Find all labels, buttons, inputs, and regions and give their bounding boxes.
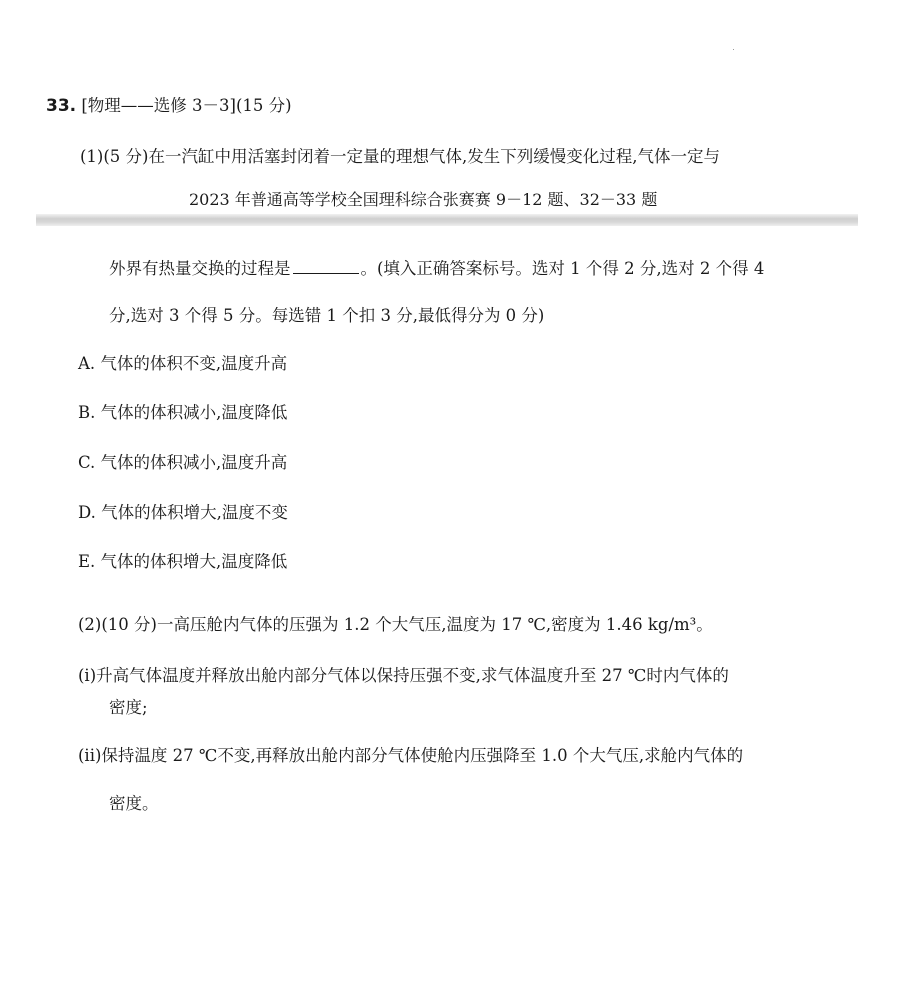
option-d: D. 气体的体积增大,温度不变	[78, 503, 288, 522]
part2-sub-i-line1: (i)升高气体温度并释放出舱内部分气体以保持压强不变,求气体温度升至 27 ℃时内气体的	[78, 666, 729, 685]
part1-intro: (1)(5 分)在一汽缸中用活塞封闭着一定量的理想气体,发生下列缓慢变化过程,气体一定与	[80, 147, 720, 166]
option-a: A. 气体的体积不变,温度升高	[78, 354, 288, 373]
part2-sub-ii-line2: 密度。	[109, 794, 159, 813]
instruction-text: 。(填入正确答案标号。选对 1 个得 2 分,选对 2 个得 4	[360, 259, 765, 278]
option-b: B. 气体的体积减小,温度降低	[78, 403, 288, 422]
page-footer: 2023 年普通高等学校全国理科综合张赛赛 9－12 题、32－33 题	[189, 190, 658, 209]
part1-scoring: 分,选对 3 个得 5 分。每选错 1 个扣 3 分,最低得分为 0 分)	[109, 306, 545, 325]
part2-sub-ii-line1: (ii)保持温度 27 ℃不变,再释放出舱内部分气体使舱内压强降至 1.0 个大气压,求舱内气体的	[78, 746, 744, 765]
continuation-text: 外界有热量交换的过程是	[109, 259, 291, 278]
option-e: E. 气体的体积增大,温度降低	[78, 552, 288, 571]
question-header	[46, 95, 292, 117]
part2-intro: (2)(10 分)一高压舱内气体的压强为 1.2 个大气压,温度为 17 ℃,密度为 1.46 kg/m³。	[78, 615, 713, 634]
question-title: [物理——选修 3－3](15 分)	[81, 96, 292, 115]
part1-continuation	[109, 258, 764, 280]
option-c: C. 气体的体积减小,温度升高	[78, 453, 288, 472]
page-break-separator	[36, 214, 858, 226]
scan-speck	[733, 49, 734, 50]
question-number: 33.	[46, 96, 77, 116]
part2-sub-i-line2: 密度;	[109, 698, 148, 717]
answer-blank	[293, 259, 359, 274]
